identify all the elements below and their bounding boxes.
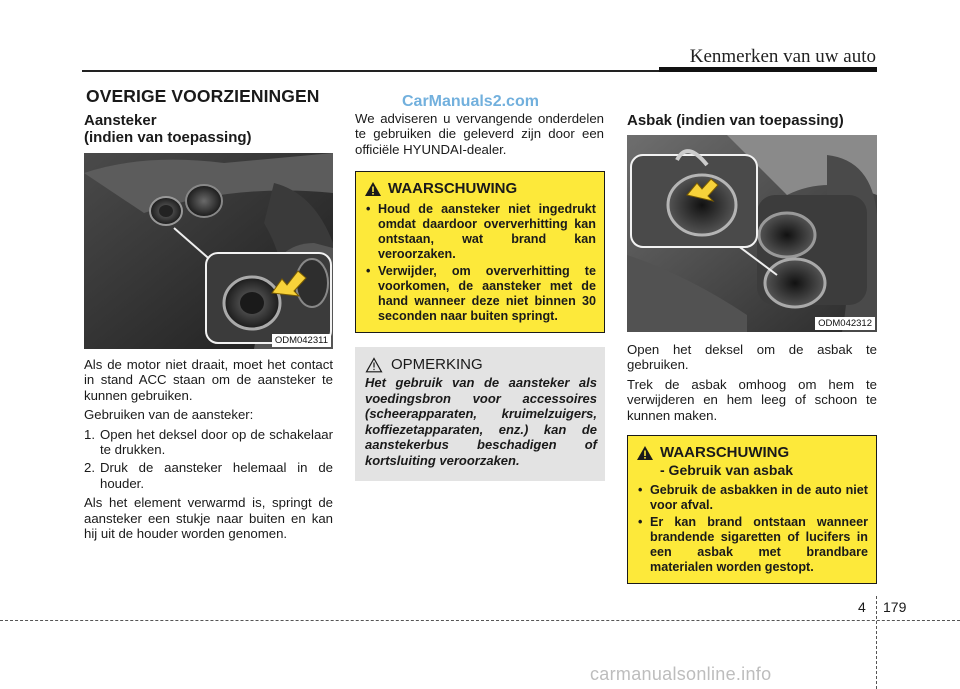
page-header-title: Kenmerken van uw auto xyxy=(689,46,876,67)
watermark-logo: CarManuals2.com xyxy=(402,93,539,110)
warning-header xyxy=(364,180,596,197)
list-item xyxy=(636,515,868,575)
footer-watermark: carmanualsonline.info xyxy=(590,664,772,684)
ashtray-para-remove: Trek de asbak omhoog om hem te verwijderen en hem leeg of schoon te kunnen maken. xyxy=(627,376,877,423)
warning-icon xyxy=(636,445,654,461)
warning-title: WAARSCHUWING xyxy=(660,444,790,461)
ashtray-photo-illustration xyxy=(627,135,877,332)
ashtray-heading: Asbak (indien van toepassing) xyxy=(627,112,844,129)
bullet-icon: • xyxy=(366,264,371,278)
caution-icon xyxy=(365,357,383,373)
step-number: 2. xyxy=(84,460,95,476)
step-number: 1. xyxy=(84,426,95,442)
list-item xyxy=(636,483,868,513)
list-item xyxy=(364,202,596,262)
lighter-photo xyxy=(84,153,333,349)
lighter-para-usage: Gebruiken van de aansteker: xyxy=(84,407,254,423)
ashtray-instructions xyxy=(627,342,877,427)
warning-list xyxy=(364,202,596,324)
step-text: Open het deksel door op de schakelaar te drukken. xyxy=(100,426,333,458)
warning-heading xyxy=(660,444,793,478)
footer-divider xyxy=(0,620,960,621)
note-title: OPMERKING xyxy=(391,356,483,373)
list-item xyxy=(84,427,333,458)
header-rule-accent xyxy=(659,67,877,72)
header-rule xyxy=(82,70,659,72)
lighter-heading-note: (indien van toepassing) xyxy=(84,129,252,146)
bullet-icon: • xyxy=(366,202,371,216)
column-parts-advice xyxy=(355,111,604,161)
page-number: 179 xyxy=(883,599,907,615)
warning-item-text: Gebruik de asbakken in de auto niet voor afval. xyxy=(650,483,868,512)
warning-item-text: Verwijder, om oververhitting te voorkomen, de aansteker met de hand wanneer deze niet binnen 30 seconden naar buiten springt. xyxy=(378,264,596,323)
warning-item-text: Houd de aansteker niet ingedrukt omdat daardoor oververhitting kan ontstaan, wat brand kan veroorzaken. xyxy=(378,202,596,261)
lighter-warning-box xyxy=(355,171,605,333)
note-header xyxy=(365,356,597,373)
ashtray-photo-code: ODM042312 xyxy=(815,317,875,330)
lighter-para-eject: Als het element verwarmd is, springt de aansteker een stukje naar buiten en kan hij uit de houder worden genomen. xyxy=(84,495,333,542)
chapter-number: 4 xyxy=(858,599,866,615)
lighter-instructions xyxy=(84,357,333,545)
column-cigarette-lighter xyxy=(84,112,333,157)
bullet-icon: • xyxy=(638,515,643,529)
bullet-icon: • xyxy=(638,483,643,497)
note-text: Het gebruik van de aansteker als voedingsbron voor accessoires (scheerapparaten, kruimelzuigers, koffiezetapparaten, enz.) kan de aanstekerbus beschadigen of kortsluiting veroorzaken. xyxy=(365,375,597,468)
dealer-parts-advice: We adviseren u vervangende onderdelen te gebruiken die geleverd zijn door een officiële HYUNDAI-dealer. xyxy=(355,111,604,157)
lighter-photo-illustration xyxy=(84,153,333,349)
list-item xyxy=(84,460,333,491)
warning-title: WAARSCHUWING xyxy=(388,180,518,197)
step-text: Druk de aansteker helemaal in de houder. xyxy=(100,460,333,491)
warning-icon xyxy=(364,181,382,197)
lighter-note-box xyxy=(355,347,605,481)
ashtray-photo xyxy=(627,135,877,332)
ashtray-warning-box xyxy=(627,435,877,584)
warning-subtitle: - Gebruik van asbak xyxy=(660,462,794,478)
warning-header xyxy=(636,444,868,478)
warning-list xyxy=(636,483,868,575)
lighter-heading xyxy=(84,112,333,146)
ashtray-para-open: Open het deksel om de asbak te gebruiken. xyxy=(627,342,877,373)
lighter-heading-title: Aansteker xyxy=(84,112,157,129)
lighter-steps-list xyxy=(84,427,333,492)
list-item xyxy=(364,264,596,324)
warning-item-text: Er kan brand ontstaan wanneer brandende sigaretten of lucifers in een asbak met brandbare materialen worden gestopt. xyxy=(650,515,868,574)
footer-vertical-divider xyxy=(876,596,877,689)
lighter-photo-code: ODM042311 xyxy=(272,334,331,347)
lighter-para-acc: Als de motor niet draait, moet het contact in stand ACC staan om de aansteker te kunnen gebruiken. xyxy=(84,357,333,403)
section-title: OVERIGE VOORZIENINGEN xyxy=(86,86,320,106)
